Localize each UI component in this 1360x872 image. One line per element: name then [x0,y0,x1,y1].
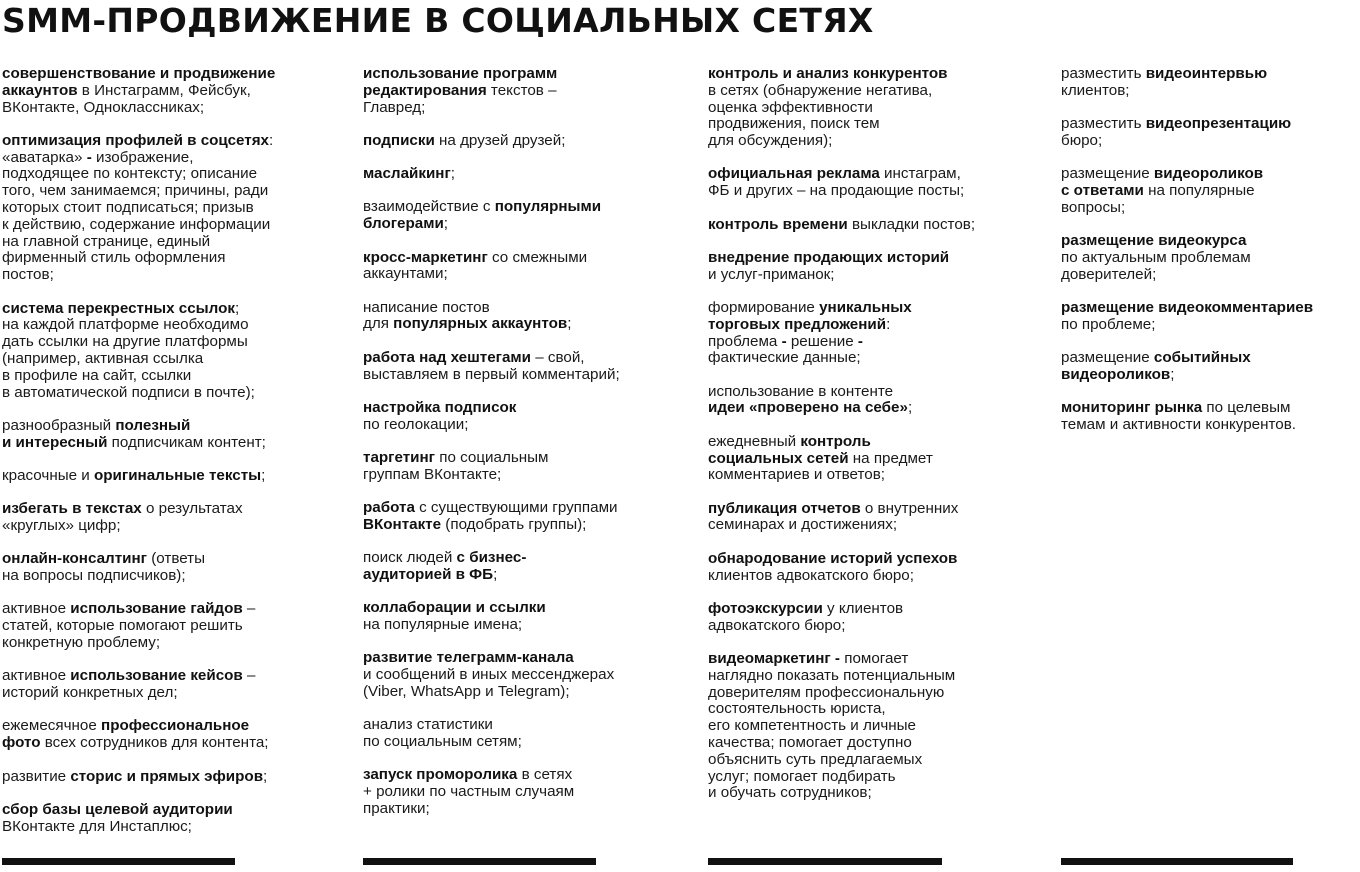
bold-term: редактирования [363,81,487,99]
bold-term: видеоинтервью [1145,65,1268,82]
list-item: разместить видеоинтервью клиентов; [1061,65,1268,99]
bold-term: - [857,332,863,350]
bold-term: уникальных [819,298,912,316]
list-item: маслайкинг; [363,165,456,183]
bold-term: с бизнес- [456,549,527,567]
bold-term: и интересный [2,433,108,451]
list-item: развитие сторис и прямых эфиров; [2,767,268,785]
list-item: таргетинг по социальным группам ВКонтакте; [363,448,549,483]
list-item: контроль и анализ конкурентов в сетях (обнаружение негатива, оценка эффективности продвижения, поиск тем для обсуждения); [708,65,948,150]
bold-term: система перекрестных ссылок [2,299,235,317]
list-item: размещение видеокурса по актуальным проблемам доверителей; [1061,232,1251,283]
bold-term: совершенствование и продвижение [2,65,276,82]
list-item: использование в контенте идеи «проверено на себе»; [708,382,913,417]
bold-term: - [86,148,92,166]
column-1-divider [2,858,235,865]
bold-term: популярными [494,198,602,216]
list-item: размещение видеороликов с ответами на популярные вопросы; [1061,165,1264,216]
bold-term: событийных [1153,349,1251,367]
bold-term: обнародование историй успехов [708,549,958,567]
bold-term: публикация отчетов [708,499,861,517]
list-item: система перекрестных ссылок; на каждой платформе необходимо дать ссылки на другие платформы (например, активная ссылка в профиле на сайт, ссылки в автоматической подписи в почте); [2,299,255,401]
bold-term: контроль [800,432,871,450]
list-item: формирование уникальных торговых предложений: проблема - решение - фактические данные; [708,298,912,367]
bold-term: видеомаркетинг - [708,649,840,667]
list-item: кросс-маркетинг со смежными аккаунтами; [363,248,588,283]
list-item: совершенствование и продвижение аккаунтов в Инстаграмм, Фейсбук, ВКонтакте, Одноклассниках; [2,65,276,116]
bold-term: торговых предложений [708,315,887,333]
list-item: размещение событийных видеороликов; [1061,349,1251,383]
bold-term: внедрение продающих историй [708,248,950,266]
bold-term: контроль времени [708,215,848,233]
bold-term: развитие телеграмм-канала [363,649,574,667]
bold-term: полезный [115,416,191,434]
list-item: ежемесячное профессиональное фото всех сотрудников для контента; [2,717,269,752]
bold-term: контроль и анализ конкурентов [708,65,948,82]
bold-term: кросс-маркетинг [363,248,488,266]
column-3-divider [708,858,942,865]
list-item: видеомаркетинг - помогает наглядно показать потенциальным доверителям профессиональную состоятельность юриста, его компетентность и личные качества; помогает доступно объяснить суть предлагаемых услуг; помогает подбирать и обучать сотрудников; [708,649,956,802]
list-item: взаимодействие с популярными блогерами; [363,198,602,233]
list-item: развитие телеграмм-канала и сообщений в иных мессенджерах (Viber, WhatsApp и Telegram); [363,649,615,700]
bold-term: размещение видеокурса [1061,232,1247,250]
list-item: оптимизация профилей в соцсетях: «аватарка» - изображение, подходящее по контексту; описание того, чем занимаемся; причины, ради которых стоит подписаться; призыв к действию, содержание информации на главной странице, единый фирменный стиль оформления постов; [2,131,274,284]
list-item: настройка подписок по геолокации; [363,398,517,433]
list-item: активное использование кейсов – историй конкретных дел; [2,667,256,702]
bold-term: профессиональное [101,717,250,735]
column-1 [2,66,347,852]
list-item: публикация отчетов о внутренних семинарах и достижениях; [708,499,959,534]
bold-term: видеороликов [1153,165,1264,183]
list-item: работа с существующими группами ВКонтакте (подобрать группы); [363,499,618,533]
bold-term: избегать в текстах [2,500,142,518]
bold-term: мониторинг рынка [1061,399,1203,417]
list-item: обнародование историй успехов клиентов адвокатского бюро; [708,549,958,584]
list-item: ежедневный контроль социальных сетей на предмет комментариев и ответов; [708,432,933,484]
bold-term: оригинальные тексты [94,466,262,484]
bold-term: с ответами [1061,181,1144,199]
bold-term: коллаборации и ссылки [363,599,546,617]
bold-term: использование кейсов [70,667,243,685]
bold-term: блогерами [363,215,444,233]
list-item: разместить видеопрезентацию бюро; [1061,115,1292,149]
list-item: анализ статистики по социальным сетям; [363,716,522,751]
bold-term: аудиторией в ФБ [363,565,494,583]
list-item: избегать в текстах о результатах «круглых» цифр; [2,500,243,535]
column-3 [708,66,1053,819]
column-4 [1061,66,1360,450]
bold-term: оптимизация профилей в соцсетях [2,131,270,149]
list-item: работа над хештегами – свой, выставляем в первый комментарий; [363,348,620,383]
list-item: поиск людей с бизнес- аудиторией в ФБ; [363,549,527,583]
list-item: размещение видеокомментариев по проблеме; [1061,298,1314,333]
bold-term: сбор базы целевой аудитории [2,800,233,818]
bold-term: использование гайдов [70,600,243,618]
list-item: мониторинг рынка по целевым темам и активности конкурентов. [1061,399,1297,433]
bold-term: работа [363,499,415,517]
list-item: официальная реклама инстаграм, ФБ и других – на продающие посты; [708,165,965,200]
list-item: запуск проморолика в сетях + ролики по частным случаям практики; [363,766,575,817]
list-item: сбор базы целевой аудитории ВКонтакте для Инстаплюс; [2,800,233,835]
bold-term: подписки [363,131,435,149]
bold-term: идеи «проверено на себе» [708,399,908,417]
column-2-divider [363,858,596,865]
column-2 [363,66,698,834]
list-item: активное использование гайдов – статей, которые помогают решить конкретную проблему; [2,600,256,652]
list-item: внедрение продающих историй и услуг-приманок; [708,248,950,283]
bold-term: размещение видеокомментариев [1061,298,1314,316]
list-item: использование программ редактирования текстов – Главред; [363,65,558,116]
bold-term: работа над хештегами [363,348,531,366]
list-item: красочные и оригинальные тексты; [2,466,266,484]
list-item: онлайн-консалтинг (ответы на вопросы подписчиков); [2,550,206,585]
list-item: контроль времени выкладки постов; [708,215,976,233]
bold-term: фото [2,734,41,752]
bold-term: сторис и прямых эфиров [70,767,264,785]
bold-term: популярных аккаунтов [393,315,568,333]
column-4-divider [1061,858,1293,865]
bold-term: запуск проморолика [363,766,518,784]
bold-term: онлайн-консалтинг [2,550,147,568]
list-item: подписки на друзей друзей; [363,131,566,149]
list-item: разнообразный полезный и интересный подписчикам контент; [2,416,266,451]
bold-term: видеопрезентацию [1145,115,1292,133]
bold-term: использование программ [363,65,558,82]
bold-term: социальных сетей [708,449,849,467]
bold-term: официальная реклама [708,165,880,183]
bold-term: таргетинг [363,448,436,466]
page-title: SMM-ПРОДВИЖЕНИЕ В СОЦИАЛЬНЫХ СЕТЯХ [2,1,874,40]
bold-term: маслайкинг [363,165,451,183]
list-item: фотоэкскурсии у клиентов адвокатского бюро; [708,599,904,634]
bold-term: аккаунтов [2,81,78,99]
list-item: написание постов для популярных аккаунтов; [363,298,572,333]
bold-term: настройка подписок [363,398,517,416]
bold-term: ВКонтакте [363,515,442,533]
list-item: коллаборации и ссылки на популярные имена; [363,599,546,634]
bold-term: фотоэкскурсии [708,599,823,617]
bold-term: - [781,332,787,350]
bold-term: видеороликов [1061,365,1171,383]
